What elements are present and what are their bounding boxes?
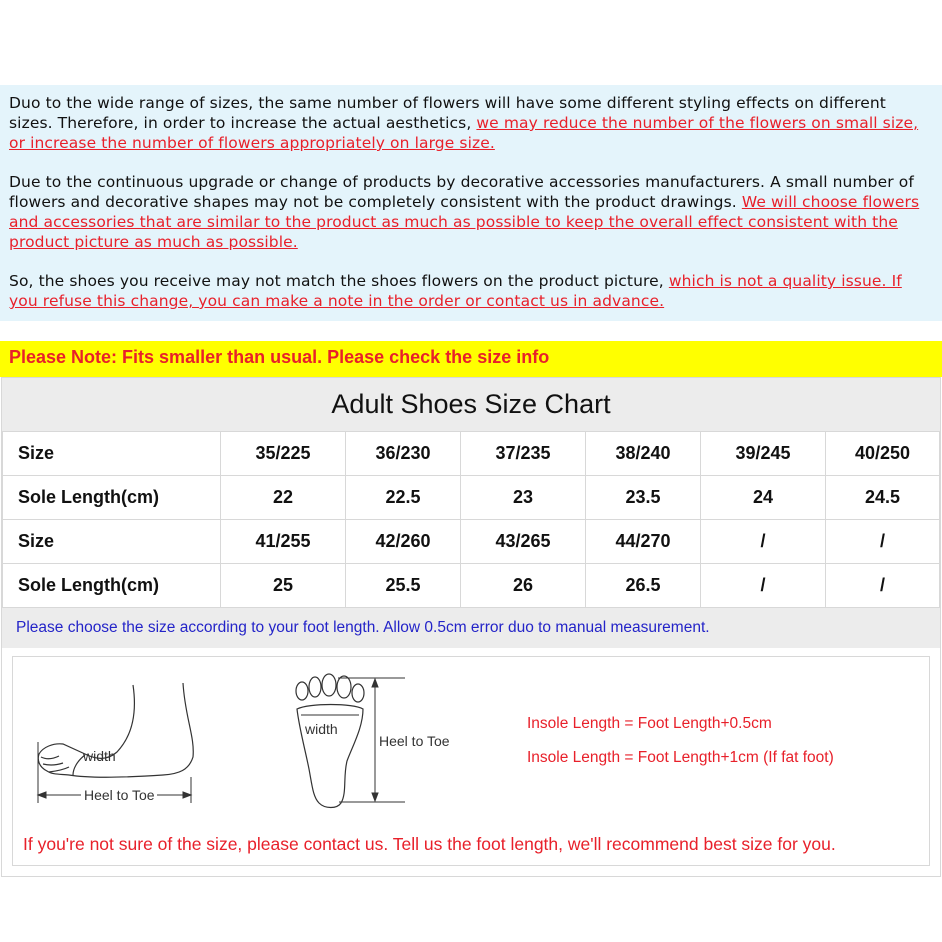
insole-formula-wide: Insole Length = Foot Length+1cm (If fat foot)	[527, 749, 834, 766]
size-table	[2, 431, 940, 608]
side-width-label: width	[83, 748, 116, 764]
table-cell: 23	[461, 476, 586, 520]
table-cell: 26.5	[586, 564, 701, 608]
table-cell: 36/230	[346, 432, 461, 476]
notice-text: Due to the continuous upgrade or change of products by decorative accessories manufacturers. A small number of flowers and decorative shapes may not be completely consistent with the product drawings.	[9, 173, 914, 211]
table-cell: /	[826, 520, 940, 564]
notice-paragraph-3	[9, 271, 933, 311]
measure-panel	[12, 656, 930, 866]
foot-sole-icon	[296, 674, 364, 808]
notice-text: So, the shoes you receive may not match the shoes flowers on the product picture,	[9, 272, 669, 290]
size-tip: Please choose the size according to your foot length. Allow 0.5cm error duo to manual measurement.	[2, 608, 940, 648]
notice-panel	[0, 85, 942, 321]
table-cell: /	[701, 520, 826, 564]
insole-formula-normal: Insole Length = Foot Length+0.5cm	[527, 715, 772, 732]
table-cell: 23.5	[586, 476, 701, 520]
table-row	[3, 520, 940, 564]
table-cell: /	[826, 564, 940, 608]
notice-highlight: we may reduce the number of the flowers on small size, or increase the number of flowers appropriately on large size.	[9, 114, 919, 152]
table-cell: 43/265	[461, 520, 586, 564]
foot-measure-illustration	[13, 657, 931, 827]
table-cell: 38/240	[586, 432, 701, 476]
table-cell: 40/250	[826, 432, 940, 476]
notice-highlight: which is not a quality issue. If you refuse this change, you can make a note in the order or contact us in advance.	[9, 272, 902, 310]
table-cell: 39/245	[701, 432, 826, 476]
table-cell: 22.5	[346, 476, 461, 520]
notice-text: Duo to the wide range of sizes, the same number of flowers will have some different styling effects on different sizes. Therefore, in order to increase the actual aesthetics,	[9, 94, 886, 132]
table-cell: 22	[221, 476, 346, 520]
table-cell: 26	[461, 564, 586, 608]
foot-side-icon	[38, 683, 193, 777]
sole-width-label: width	[305, 721, 338, 737]
notice-paragraph-1	[9, 93, 933, 153]
table-row	[3, 476, 940, 520]
table-cell: 41/255	[221, 520, 346, 564]
side-length-label: Heel to Toe	[84, 787, 155, 803]
row-label: Size	[3, 432, 221, 476]
fit-alert-banner: Please Note: Fits smaller than usual. Please check the size info	[0, 341, 942, 377]
size-chart-title: Adult Shoes Size Chart	[2, 378, 940, 431]
row-label: Sole Length(cm)	[3, 476, 221, 520]
table-row	[3, 432, 940, 476]
sole-length-label: Heel to Toe	[379, 733, 450, 749]
table-row	[3, 564, 940, 608]
table-cell: 35/225	[221, 432, 346, 476]
row-label: Sole Length(cm)	[3, 564, 221, 608]
table-cell: 25	[221, 564, 346, 608]
table-cell: 24.5	[826, 476, 940, 520]
contact-note: If you're not sure of the size, please contact us. Tell us the foot length, we'll recommend best size for you.	[23, 834, 836, 854]
notice-highlight: We will choose flowers and accessories that are similar to the product as much as possible to keep the overall effect consistent with the product picture as much as possible.	[9, 193, 920, 251]
row-label: Size	[3, 520, 221, 564]
table-cell: 42/260	[346, 520, 461, 564]
table-cell: 24	[701, 476, 826, 520]
table-cell: /	[701, 564, 826, 608]
table-cell: 25.5	[346, 564, 461, 608]
notice-paragraph-2	[9, 172, 933, 252]
table-cell: 37/235	[461, 432, 586, 476]
table-cell: 44/270	[586, 520, 701, 564]
